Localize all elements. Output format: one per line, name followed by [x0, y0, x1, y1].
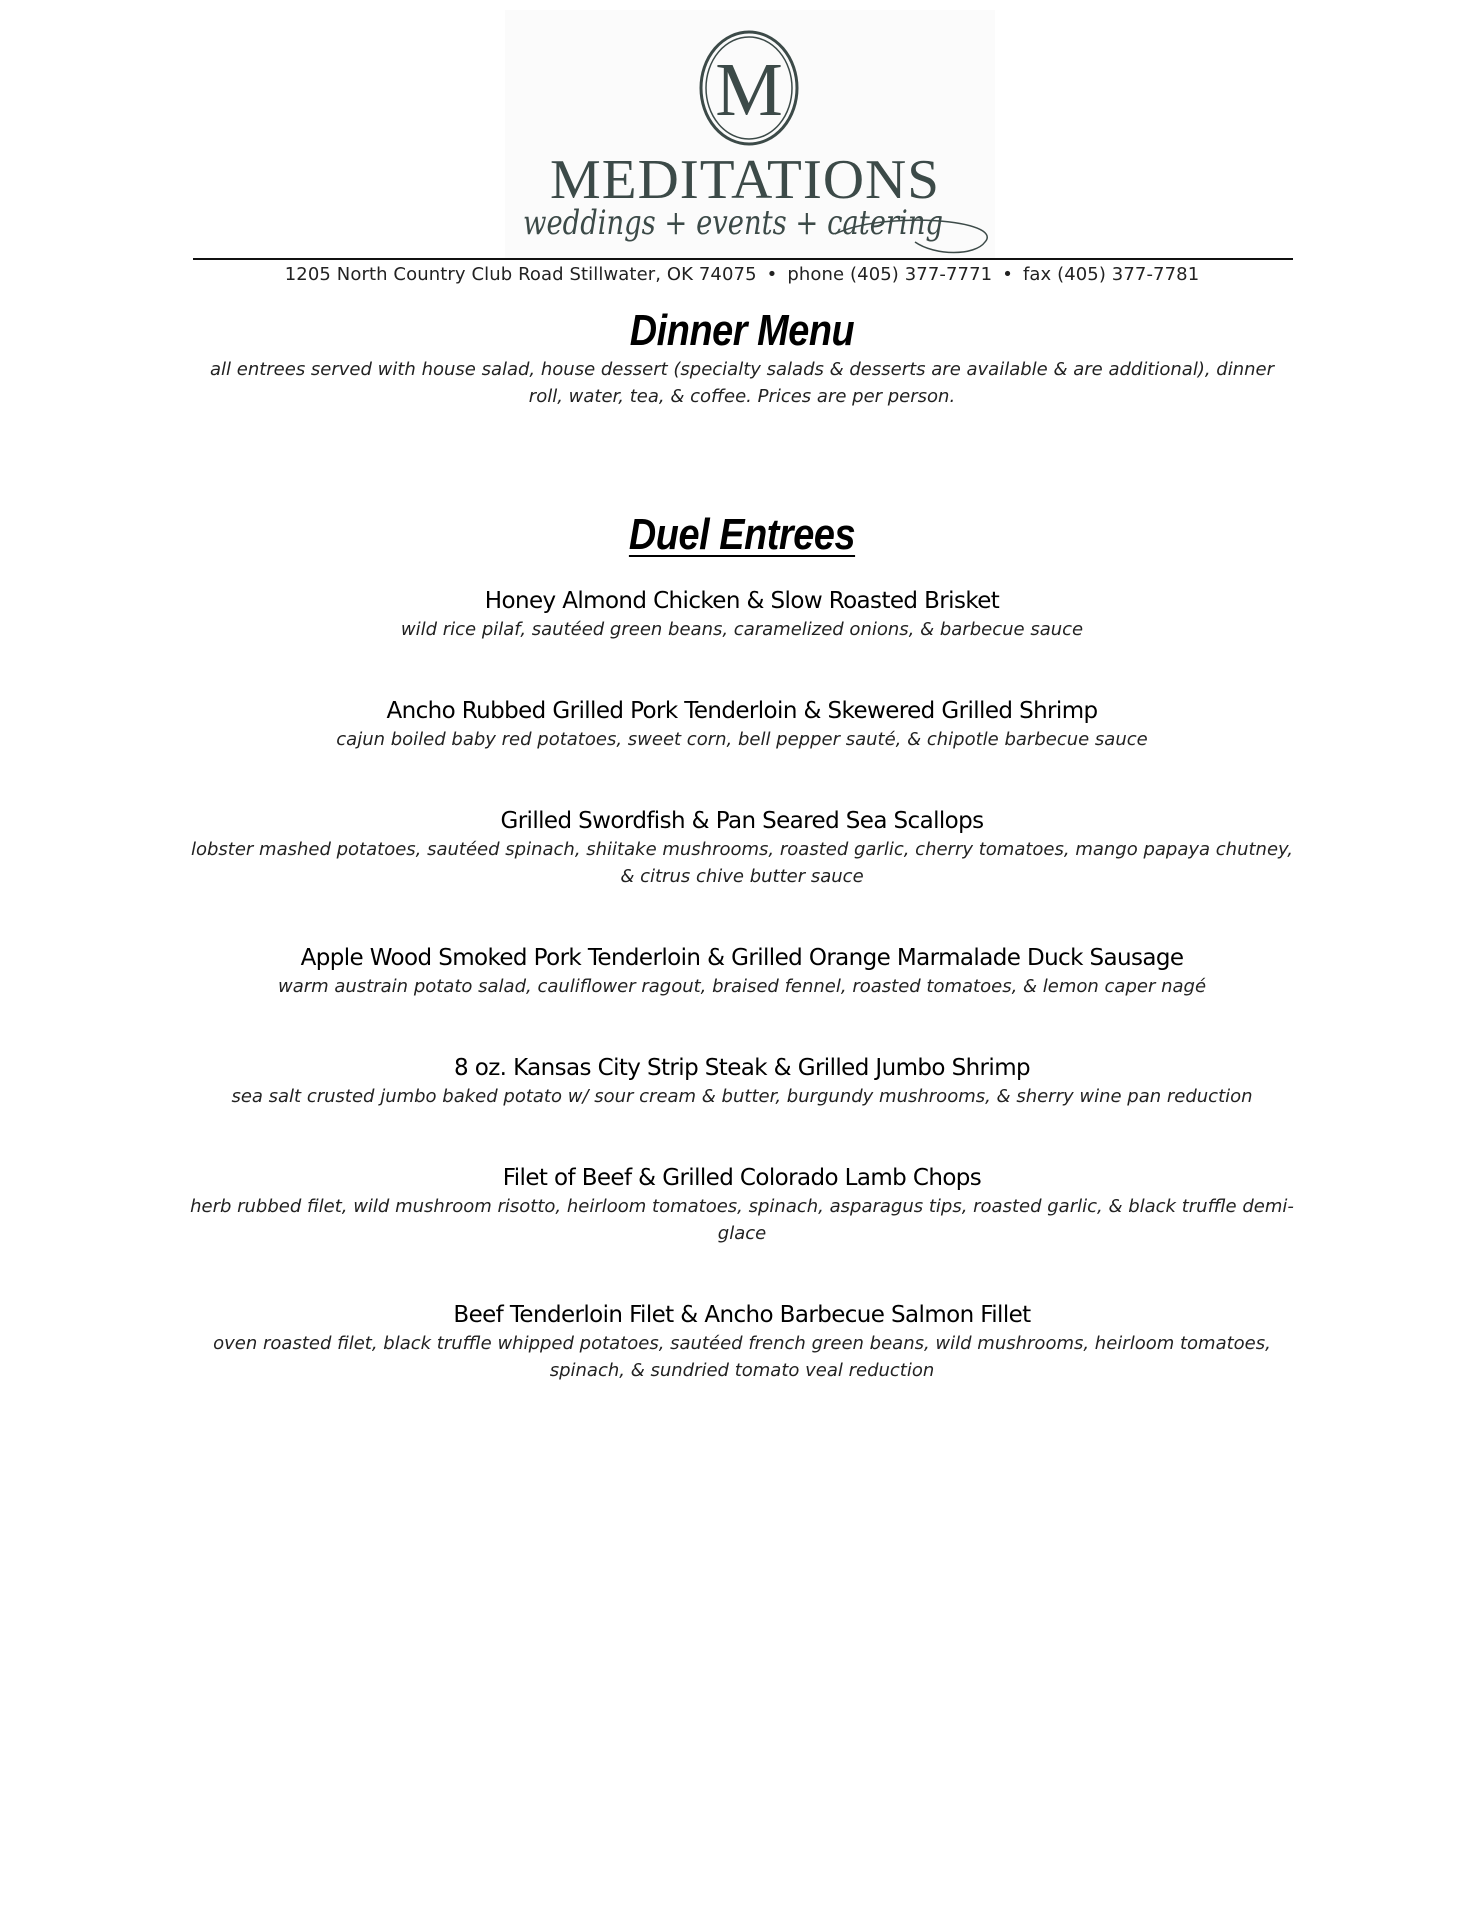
entree-name: 8 oz. Kansas City Strip Steak & Grilled Jumbo Shrimp — [453, 1055, 1031, 1081]
entree-description: warm austrain potato salad, cauliflower ragout, braised fennel, roasted tomatoes, & lemon caper nagé — [277, 976, 1207, 997]
contact-line — [0, 264, 1484, 285]
entree-name: Ancho Rubbed Grilled Pork Tenderloin & Skewered Grilled Shrimp — [386, 698, 1098, 724]
duel-entrees-title: Duel Entrees — [628, 510, 856, 559]
entree-description: oven roasted filet, black truffle whipped potatoes, sautéed french green beans, wild mushrooms, heirloom tomatoes, spinach, & sundried tomato veal reduction — [213, 1333, 1271, 1381]
fax-text: fax (405) 377-7781 — [1022, 264, 1200, 285]
entree-name: Grilled Swordfish & Pan Seared Sea Scallops — [500, 808, 984, 834]
header-divider — [193, 258, 1293, 260]
bullet-separator: • — [766, 264, 778, 285]
phone-text: phone (405) 377-7771 — [787, 264, 993, 285]
entree-description: wild rice pilaf, sautéed green beans, caramelized onions, & barbecue sauce — [400, 619, 1084, 640]
dinner-menu-title: Dinner Menu — [629, 306, 855, 355]
entree-description: herb rubbed filet, wild mushroom risotto, heirloom tomatoes, spinach, asparagus tips, roasted garlic, & black truffle demi-glace — [190, 1196, 1294, 1244]
entree-item — [190, 696, 1294, 753]
entree-description: sea salt crusted jumbo baked potato w/ sour cream & butter, burgundy mushrooms, & sherry wine pan reduction — [231, 1086, 1253, 1107]
meditations-logo — [505, 10, 995, 258]
logo-graphic — [505, 10, 995, 258]
entree-item — [190, 1053, 1294, 1110]
logo-tagline: weddings + events + catering — [523, 203, 943, 243]
entree-item — [190, 1163, 1294, 1247]
dinner-menu-intro: all entrees served with house salad, house dessert (specialty salads & desserts are available & are additional), dinner roll, water, tea, & coffee. Prices are per person. — [209, 359, 1275, 407]
entree-name: Filet of Beef & Grilled Colorado Lamb Chops — [502, 1165, 982, 1191]
entree-description: lobster mashed potatoes, sautéed spinach, shiitake mushrooms, roasted garlic, cherry tomatoes, mango papaya chutney, & citrus chive butter sauce — [190, 839, 1294, 887]
entree-description: cajun boiled baby red potatoes, sweet corn, bell pepper sauté, & chipotle barbecue sauce — [336, 729, 1148, 750]
bullet-separator: • — [1002, 264, 1013, 285]
entree-item — [190, 943, 1294, 1000]
entree-item — [190, 586, 1294, 643]
address-text: 1205 North Country Club Road Stillwater, OK 74075 — [284, 264, 757, 285]
entree-name: Beef Tenderloin Filet & Ancho Barbecue Salmon Fillet — [453, 1302, 1031, 1328]
entree-name: Apple Wood Smoked Pork Tenderloin & Grilled Orange Marmalade Duck Sausage — [300, 945, 1184, 971]
logo-wordmark: MEDITATIONS — [550, 149, 940, 211]
logo-monogram: M — [715, 48, 783, 132]
entree-name: Honey Almond Chicken & Slow Roasted Brisket — [484, 588, 1000, 614]
entree-item — [190, 806, 1294, 890]
entree-item — [190, 1300, 1294, 1384]
